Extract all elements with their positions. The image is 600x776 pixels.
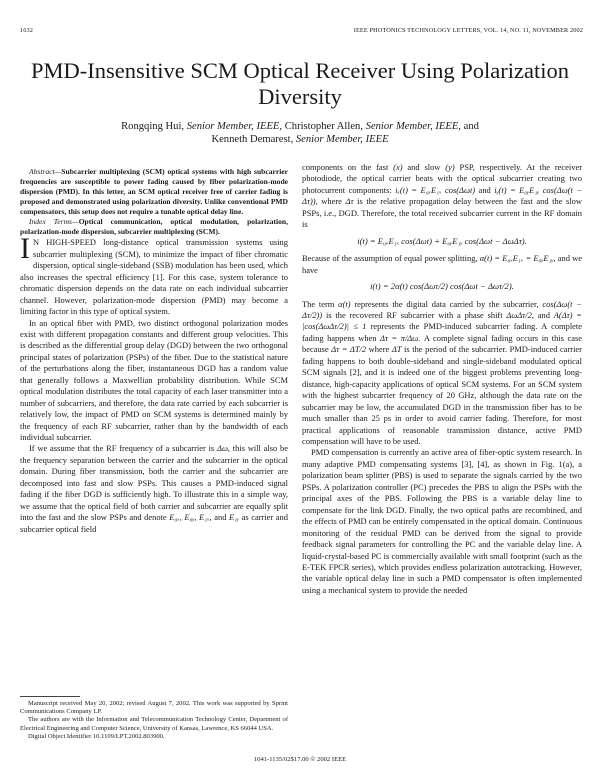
body-paragraph: If we assume that the RF frequency of a subcarrier is Δω, this will also be the frequency separation between the carrier and the subcarrier in the optical domain. During fiber transmission, both the carrier and the subcarrier are decomposed into fast and slow PSPs. This causes a PMD-induced signal fading if the fiber DGD is sufficiently high. To illustrate this in a simple way, we assume that the optical field of both carrier and subcarrier are equally split into the fast and the slow PSPs and denote E₀ₓ, E₀ᵧ, E₁ₓ, and E₁ᵧ as carrier and subcarrier optical field: [20, 443, 289, 534]
body-paragraph: components on the fast (x) and slow (y) PSP, respectively. At the receiver photodiode, the optical carrier beats with the optical subcarrier creating two photocurrent components: iₓ(t) = E₀ₓE₁ₓ cos(Δωt) and iᵧ(t) = E₀ᵧE₁ᵧ cos(Δω(t − Δτ)), where Δτ is the relative propagation delay between the fast and the slow PSPs, i.e., DGD. Therefore, the total received subcarrier current in the RF domain is: [302, 162, 583, 230]
author-list: [20, 120, 580, 146]
author-role: Senior Member, IEEE: [295, 134, 389, 145]
copyright-footer: 1041-1135/02$17.00 © 2002 IEEE: [253, 756, 347, 763]
running-header: IEEE PHOTONICS TECHNOLOGY LETTERS, VOL. 14, NO. 11, NOVEMBER 2002: [353, 27, 583, 34]
body-paragraph: PMD compensation is currently an active area of fiber-optic system research. In many adaptive PMD compensating systems [3], [4], as shown in Fig. 1(a), a polarization beam splitter (PBS) is used to separate the signals carried by the two PSPs. A polarization controller (PC) precedes the PBS to align the PSPs with the principal axes of the PBS. Following the PBS is a variable delay line to compensate for the link DGD. Finally, the two optical paths are recombined, and the effects of PMD can be entirely compensated in the optical domain. Continuous monitoring of the residual PMD can be derived from the signal to provide feedback signal parameters for controlling the PC and the variable delay line. A liquid-crystal-based PC is commercially available with small footprint (such as the E-TEK FPCR series), which provides endless polarization autotracking. However, the variable optical delay line in such a PMD compensator is often implemented using a mechanical system to provide the needed: [302, 447, 582, 595]
right-column: [302, 162, 582, 596]
author-conjunction: and: [463, 121, 479, 132]
index-terms-label: Index Terms—: [29, 217, 79, 227]
footnote: Manuscript received May 20, 2002; revised August 7, 2002. This work was supported by Sprint Communications Company LP.: [20, 700, 288, 716]
math-inline: Δω,: [217, 443, 231, 454]
abstract: [20, 167, 288, 217]
author-name: Kenneth Demarest,: [211, 134, 294, 145]
author-role: Senior Member, IEEE,: [365, 121, 461, 132]
math-inline: E₁ᵧ: [229, 512, 240, 523]
body-paragraph: Because of the assumption of equal power splitting, α(t) = E₀ₓE₁ₓ = E₀ᵧE₁ᵧ, and we have: [302, 253, 582, 275]
body-paragraph: In an optical fiber with PMD, two distinct orthogonal polarization modes exist with different propagation constants and different group velocities. This is described as the differential group delay (DGD) between the two orthogonal principal states of polarization (PSPs) of the fiber. Due to the statistical nature of the perturbations along the fiber, instantaneous DGD has a random value that generally follows a Maxwellian probability distribution. While SCM optical modulation distributes the total capacity of each laser transmitter into a number of subcarriers, and therefore, the data rate carried by each subcarrier is relatively low, the impact of PMD on SCM systems is determined mainly by the frequency of each RF subcarrier, rather than by the bandwidth of each individual subcarrier.: [20, 317, 288, 443]
left-column: [20, 167, 288, 535]
math-inline: iᵧ(t) = E₀ᵧE₁ᵧ cos(Δω(t − Δτ)),: [302, 184, 582, 207]
intro-paragraph: [20, 232, 288, 317]
equation-2: i(t) = 2α(t) cos(Δωτ/2) cos(Δωt − Δωτ/2).: [370, 281, 514, 292]
paper-title: PMD-Insensitive SCM Optical Receiver Using Polarization Diversity: [30, 58, 570, 109]
math-inline: iₓ(t) = E₀ₓE₁ₓ cos(Δωt): [395, 184, 476, 195]
footnotes: [20, 700, 288, 741]
footnote: Digital Object Identifier 10.1109/LPT.2002.803900.: [28, 732, 165, 740]
author-role: Senior Member, IEEE,: [186, 121, 283, 132]
footnote: The authors are with the Information and Telecommunication Technology Center, Department of Electrical Engineering and Computer Science, University of Kansas, Lawrence, KS 66044 USA.: [20, 716, 288, 732]
math-inline: E₀ₓ, E₀ᵧ, E₁ₓ,: [169, 512, 212, 523]
page-number: 1632: [20, 27, 33, 34]
abstract-label: Abstract—: [29, 167, 62, 176]
author-name: Christopher Allen,: [284, 121, 363, 132]
index-terms: [20, 217, 288, 237]
paragraph-text: N HIGH-SPEED long-distance optical transmission systems using subcarrier multiplexing (SCM), to minimize the impact of fiber chromatic dispersion, optical single-sideband (SSB) modulation has been used, which also increases the spectral efficiency [1]. For this case, system tolerance to chromatic dispersion depends on the data rate on each individual subcarrier channel. However, polarization-mode dispersion (PMD) may become a limiting factor in this type of optical system.: [20, 237, 288, 317]
math-inline: α(t) = E₀ₓE₁ₓ = E₀ᵧE₁ᵧ,: [479, 253, 556, 264]
index-terms-text: Optical communication, optical modulation, polarization, polarization-mode dispersion, subcarrier multiplexing (SCM).: [20, 217, 288, 237]
footnote-rule: [20, 696, 80, 697]
equation-1: i(t) = E₀ₓE₁ₓ cos(Δωt) + E₀ᵧE₁ᵧ cos(Δωt − ΔωΔτ).: [357, 235, 527, 246]
abstract-text: Subcarrier multiplexing (SCM) optical systems with high subcarrier frequencies are susceptible to power fading caused by fiber polarization-mode dispersion (PMD). In this letter, an SCM optical receiver free of carrier fading is proposed and demonstrated using polarization diversity. Unlike conventional PMD compensators, this setup does not require a tunable optical delay line.: [20, 167, 288, 217]
drop-cap: I: [20, 232, 30, 266]
author-name: Rongqing Hui,: [121, 121, 185, 132]
body-paragraph: The term α(t) represents the digital data carried by the subcarrier, cos(Δω(t − Δτ/2)) is the recovered RF subcarrier with a phase shift ΔωΔτ/2, and A(Δτ) = |cos(ΔωΔτ/2)| ≤ 1 represents the PMD-induced subcarrier fading. A complete fading happens when Δτ = π/Δω. A complete signal fading occurs in this case because Δτ = ΔT/2 where ΔT is the period of the subcarrier. PMD-induced carrier fading happens to both double-sideband and single-sideband modulated optical SCM signals [2], and it is indeed one of the biggest problems preventing long-distance, high-capacity applications of optical SCM systems. For an SCM system with the highest subcarrier frequency of 20 GHz, although the data rate on the subcarrier may be low, the accumulated DGD in the transmission fiber has to be much smaller than 25 ps in order to avoid carrier fading. Therefore, for most practical applications of reasonable transmission distance, active PMD compensation will have to be used.: [302, 298, 582, 446]
